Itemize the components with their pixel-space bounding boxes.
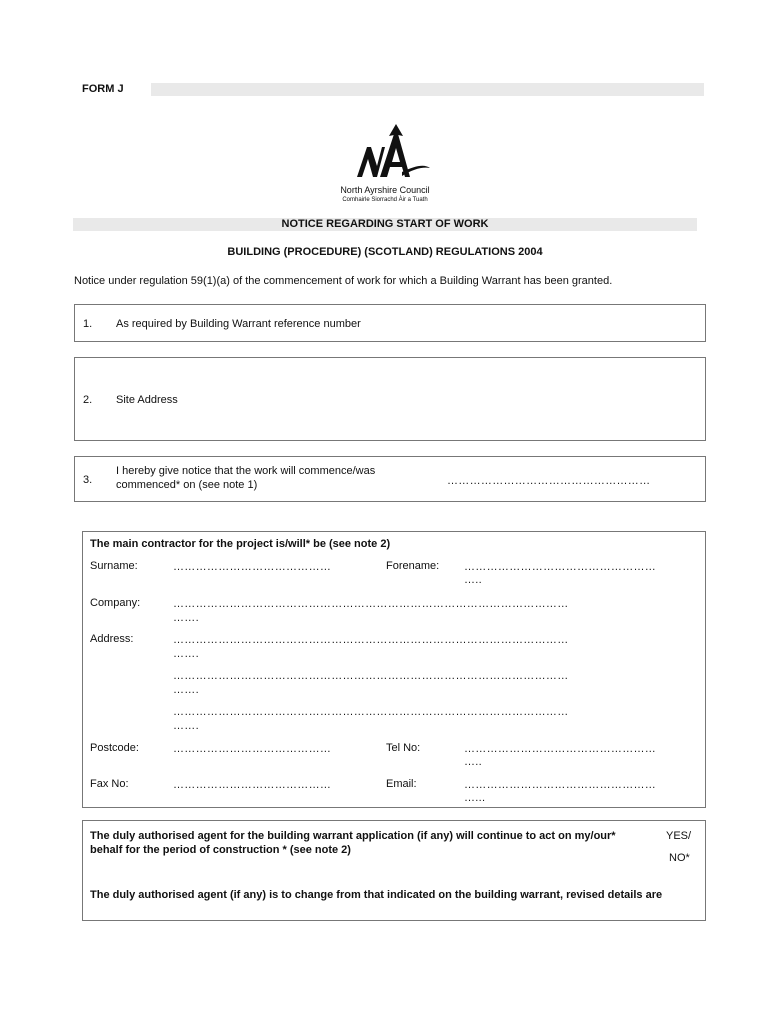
forename-label: Forename: <box>386 560 440 572</box>
fax-label: Fax No: <box>90 778 129 790</box>
forename-field[interactable]: …………………………………………… <box>464 561 657 573</box>
postcode-label: Postcode: <box>90 742 139 754</box>
address-line-1[interactable]: …………………………………………………………………………………………… <box>173 634 569 646</box>
section-2-label: Site Address <box>116 394 178 406</box>
form-label-bar <box>75 83 704 96</box>
agent-no-option[interactable]: NO* <box>669 852 690 864</box>
postcode-field[interactable]: …………………………………… <box>173 743 332 755</box>
commencement-date-field[interactable]: ……………………………………………… <box>447 475 651 487</box>
email-field[interactable]: …………………………………………… <box>464 779 657 791</box>
address-line-3-cont: ……. <box>173 720 199 732</box>
agent-continue-text: The duly authorised agent for the building warrant application (if any) will continue to act on my/our* behalf for the period of construction * (see note 2) <box>90 830 616 856</box>
section-2-box[interactable] <box>74 357 706 441</box>
council-logo <box>330 122 440 206</box>
email-field-cont: …... <box>464 792 486 804</box>
contractor-heading: The main contractor for the project is/will* be (see note 2) <box>90 538 391 550</box>
section-3-number: 3. <box>83 474 93 486</box>
surname-label: Surname: <box>90 560 138 572</box>
tel-field[interactable]: …………………………………………… <box>464 743 657 755</box>
address-line-3[interactable]: …………………………………………………………………………………………… <box>173 706 569 718</box>
company-field[interactable]: …………………………………………………………………………………………… <box>173 598 569 610</box>
contractor-box <box>82 531 706 808</box>
logo-org-name: North Ayrshire Council <box>340 185 430 195</box>
address-line-2[interactable]: …………………………………………………………………………………………… <box>173 670 569 682</box>
council-emblem-icon <box>330 122 440 186</box>
notice-text: Notice under regulation 59(1)(a) of the commencement of work for which a Building Warrant has been granted. <box>74 275 613 287</box>
section-3-box[interactable] <box>74 456 706 502</box>
surname-field[interactable]: …………………………………… <box>173 561 332 573</box>
address-line-2-cont: ……. <box>173 684 199 696</box>
section-3-label: I hereby give notice that the work will commence/was commenced* on (see note 1) <box>116 465 376 491</box>
company-field-cont: ……. <box>173 612 199 624</box>
regulations-heading: BUILDING (PROCEDURE) (SCOTLAND) REGULATIONS 2004 <box>227 246 543 258</box>
page-title: NOTICE REGARDING START OF WORK <box>73 218 697 231</box>
company-label: Company: <box>90 597 141 609</box>
address-label: Address: <box>90 633 134 645</box>
section-1-label: As required by Building Warrant reference number <box>116 318 361 330</box>
email-label: Email: <box>386 778 417 790</box>
tel-label: Tel No: <box>386 742 421 754</box>
section-1-box[interactable] <box>74 304 706 342</box>
tel-field-cont: ….. <box>464 756 483 768</box>
section-2-number: 2. <box>83 394 93 406</box>
address-line-1-cont: ……. <box>173 648 199 660</box>
fax-field[interactable]: …………………………………… <box>173 779 332 791</box>
agent-box <box>82 820 706 921</box>
section-1-number: 1. <box>83 318 93 330</box>
agent-yes-option[interactable]: YES/ <box>666 830 692 842</box>
logo-org-gaelic: Comhairle Siorrachd Àir a Tuath <box>342 197 428 203</box>
form-label: FORM J <box>75 83 151 96</box>
forename-field-cont: ….. <box>464 574 483 586</box>
agent-change-text: The duly authorised agent (if any) is to change from that indicated on the building warrant, revised details are <box>90 889 663 901</box>
